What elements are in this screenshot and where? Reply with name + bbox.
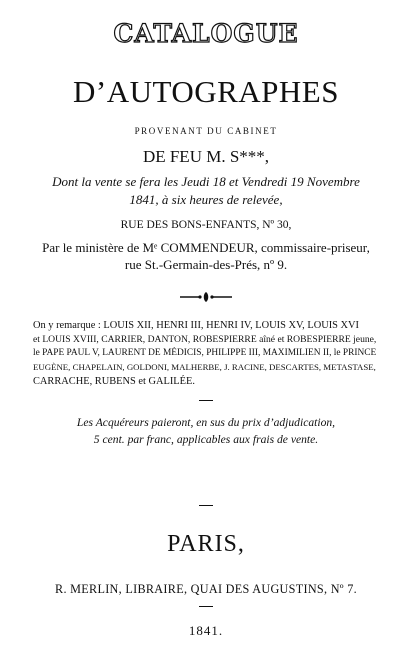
remarks-line: CARRACHE, RUBENS et GALILÉE. <box>33 376 195 387</box>
ornamental-rule-icon <box>178 290 234 304</box>
remarks-line: On y remarque : LOUIS XII, HENRI III, HENRI IV, LOUIS XV, LOUIS XVI <box>33 320 360 331</box>
provenance-line: PROVENANT DU CABINET <box>134 126 278 136</box>
owner-line: DE FEU M. S***, <box>142 147 270 166</box>
terms-line-2: 5 cent. par franc, applicables aux frais de vente. <box>93 433 319 446</box>
separator-dash <box>199 606 213 607</box>
autographes-heading: D’AUTOGRAPHES <box>72 74 339 109</box>
sale-date-line-2: 1841, à six heures de relevée, <box>129 192 283 207</box>
auctioneer-line-2: rue St.-Germain-des-Prés, nº 9. <box>124 257 288 272</box>
publisher-line: R. MERLIN, LIBRAIRE, QUAI DES AUGUSTINS, Nº 7. <box>55 582 357 596</box>
venue-address: RUE DES BONS-ENFANTS, Nº 30, <box>120 219 292 231</box>
remarks-line: et LOUIS XVIII, CARRIER, DANTON, ROBESPIERRE aîné et ROBESPIERRE jeune, <box>33 334 377 345</box>
auctioneer-line-1: Par le ministère de Mᵉ COMMENDEUR, commissaire-priseur, <box>42 240 370 255</box>
remarks-line: EUGÈNE, CHAPELAIN, GOLDONI, MALHERBE, J. RACINE, DESCARTES, METASTASE, <box>33 362 376 372</box>
separator-dash <box>199 505 213 506</box>
catalogue-heading: CATALOGUE <box>113 19 299 48</box>
sale-date-line-1: Dont la vente se fera les Jeudi 18 et Vendredi 19 Novembre <box>52 174 360 189</box>
separator-dash <box>199 400 213 401</box>
city-name: PARIS, <box>167 531 245 557</box>
terms-line-1: Les Acquéreurs paieront, en sus du prix d’adjudication, <box>76 416 336 429</box>
publication-year: 1841. <box>188 623 224 638</box>
remarks-line: le PAPE PAUL V, LAURENT DE MÉDICIS, PHILIPPE III, MAXIMILIEN II, le PRINCE <box>33 348 377 358</box>
